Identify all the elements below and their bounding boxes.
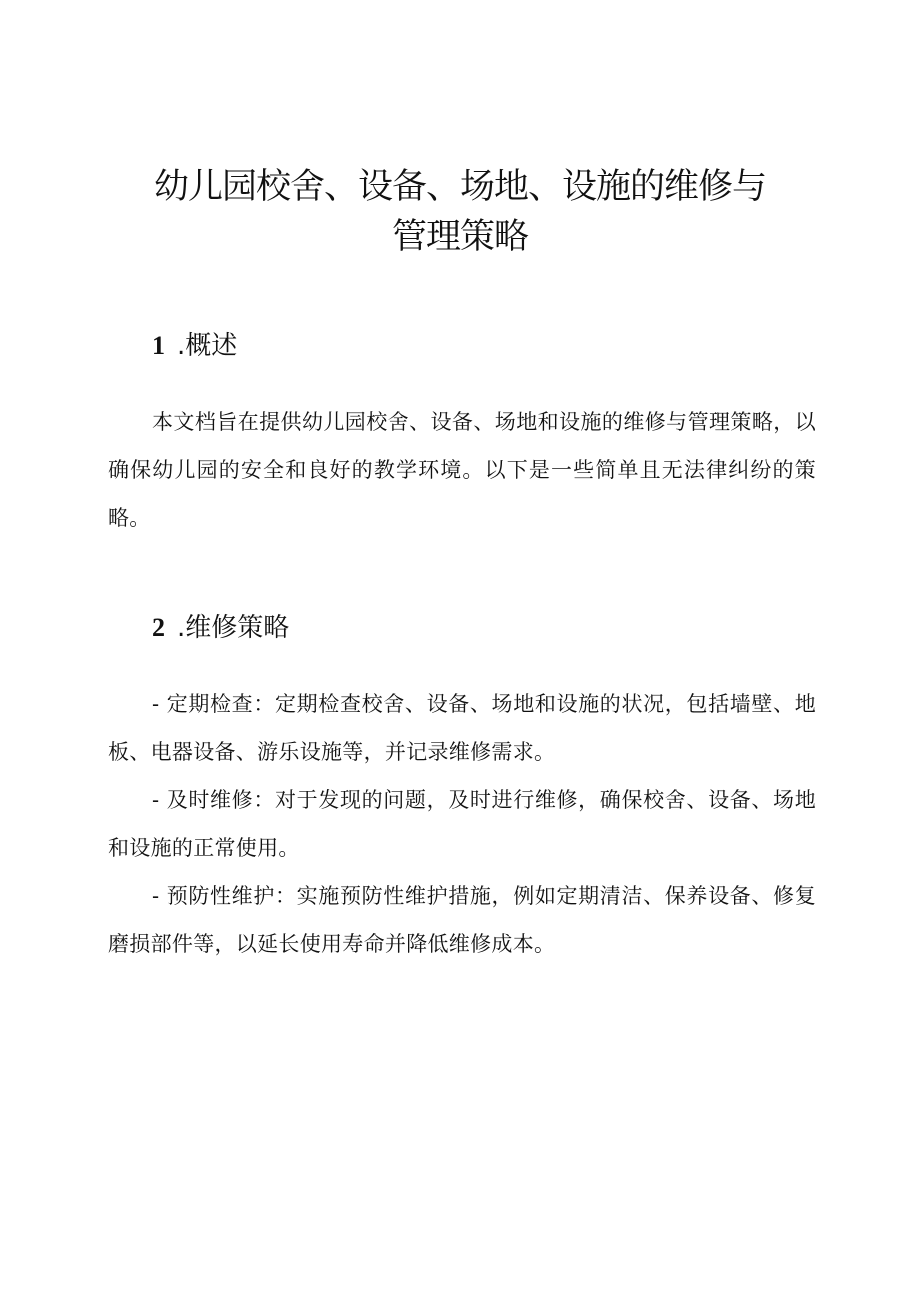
section-heading-overview [152, 330, 237, 362]
section-number: 2 [152, 613, 165, 642]
list-item: - 定期检查：定期检查校舍、设备、场地和设施的状况，包括墙壁、地板、电器设备、游乐设施等，并记录维修需求。 [108, 692, 816, 764]
page-title [100, 162, 820, 262]
title-line-1: 幼儿园校舍、设备、场地、设施的维修与 [153, 167, 766, 207]
section-heading-text: .概述 [177, 331, 238, 361]
section-number: 1 [152, 331, 165, 360]
section-heading-maintenance [152, 612, 289, 644]
title-line-2: 管理策略 [391, 217, 528, 257]
list-item: - 及时维修：对于发现的问题，及时进行维修，确保校舍、设备、场地和设施的正常使用。 [108, 788, 816, 860]
overview-paragraph: 本文档旨在提供幼儿园校舍、设备、场地和设施的维修与管理策略，以确保幼儿园的安全和良好的教学环境。以下是一些简单且无法律纠纷的策略。 [108, 410, 816, 530]
section-heading-text: .维修策略 [177, 613, 290, 643]
list-item: - 预防性维护：实施预防性维护措施，例如定期清洁、保养设备、修复磨损部件等，以延长使用寿命并降低维修成本。 [108, 884, 816, 956]
